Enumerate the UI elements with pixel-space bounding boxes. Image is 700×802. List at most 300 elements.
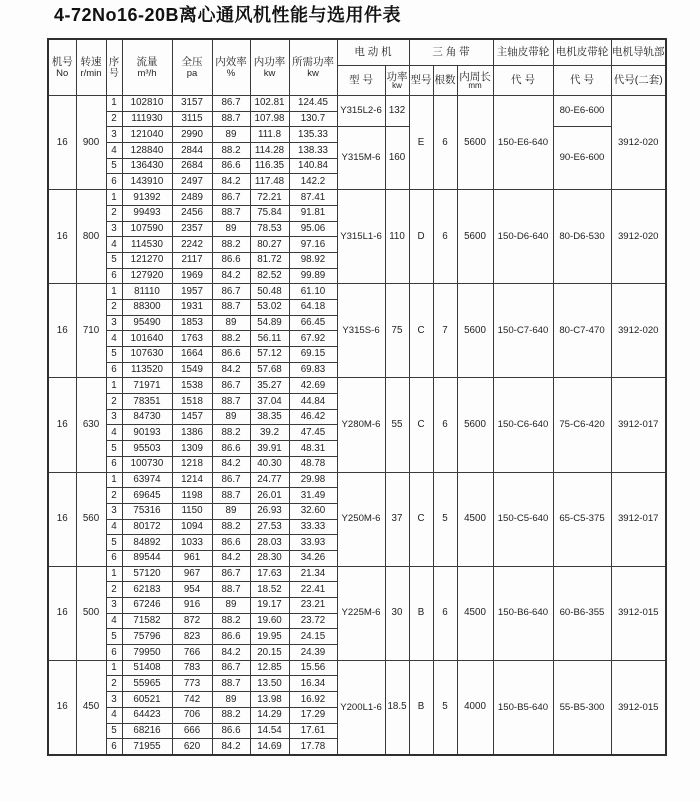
seq-cell: 4 (106, 143, 122, 159)
flow-cell: 88300 (122, 299, 172, 315)
rail-cell: 3912-017 (611, 378, 666, 472)
col-header-motor-pulley-code: 代 号 (553, 66, 611, 96)
pressure-cell: 1538 (172, 378, 212, 394)
rail-cell: 3912-020 (611, 190, 666, 284)
required-power-cell: 140.84 (289, 158, 337, 174)
efficiency-cell: 88.7 (212, 676, 250, 692)
flow-cell: 136430 (122, 158, 172, 174)
efficiency-cell: 88.7 (212, 488, 250, 504)
seq-cell: 5 (106, 158, 122, 174)
inner-power-cell: 13.98 (250, 692, 289, 708)
seq-cell: 2 (106, 111, 122, 127)
required-power-cell: 47.45 (289, 425, 337, 441)
col-header-belt-model: 型号 (409, 66, 433, 96)
inner-power-cell: 28.30 (250, 550, 289, 566)
motor-power-cell: 132 (385, 96, 409, 127)
flow-cell: 80172 (122, 519, 172, 535)
col-header-flow-unit: m³/h (137, 68, 157, 80)
seq-cell: 1 (106, 96, 122, 112)
speed-cell: 500 (76, 566, 106, 660)
inner-power-cell: 78.53 (250, 221, 289, 237)
inner-power-cell: 75.84 (250, 205, 289, 221)
seq-cell: 5 (106, 535, 122, 551)
belt-model-cell: C (409, 472, 433, 566)
seq-cell: 2 (106, 676, 122, 692)
pressure-cell: 872 (172, 613, 212, 629)
pressure-cell: 742 (172, 692, 212, 708)
seq-cell: 3 (106, 315, 122, 331)
motor-model-cell: Y250M-6 (337, 472, 385, 566)
pressure-cell: 1309 (172, 441, 212, 457)
col-header-speed (76, 39, 106, 96)
motor-power-cell: 30 (385, 566, 409, 660)
required-power-cell: 16.34 (289, 676, 337, 692)
inner-power-cell: 117.48 (250, 174, 289, 190)
belt-model-cell: E (409, 96, 433, 190)
col-group-motor: 电 动 机 (337, 39, 409, 66)
flow-cell: 101640 (122, 331, 172, 347)
col-header-motor-power (385, 66, 409, 96)
pressure-cell: 961 (172, 550, 212, 566)
seq-cell: 5 (106, 629, 122, 645)
col-header-required-power (289, 39, 337, 96)
pressure-cell: 916 (172, 598, 212, 614)
efficiency-cell: 89 (212, 127, 250, 143)
pressure-cell: 1549 (172, 362, 212, 378)
seq-cell: 3 (106, 127, 122, 143)
inner-power-cell: 26.01 (250, 488, 289, 504)
belt-model-cell: D (409, 190, 433, 284)
col-group-motor-pulley: 电机皮带轮 (553, 39, 611, 66)
belt-length-cell: 5600 (457, 378, 493, 472)
seq-cell: 6 (106, 268, 122, 284)
seq-cell: 3 (106, 692, 122, 708)
motor-model-cell: Y315L1-6 (337, 190, 385, 284)
pressure-cell: 766 (172, 645, 212, 661)
required-power-cell: 15.56 (289, 660, 337, 676)
efficiency-cell: 89 (212, 315, 250, 331)
motor-model-cell: Y315S-6 (337, 284, 385, 378)
col-header-belt-length-label: 内周长 (459, 70, 491, 83)
required-power-cell: 17.61 (289, 723, 337, 739)
required-power-cell: 24.39 (289, 645, 337, 661)
required-power-cell: 31.49 (289, 488, 337, 504)
col-header-main-pulley-code: 代 号 (493, 66, 553, 96)
belt-count-cell: 5 (433, 660, 457, 755)
pressure-cell: 2489 (172, 190, 212, 206)
inner-power-cell: 14.54 (250, 723, 289, 739)
required-power-cell: 99.89 (289, 268, 337, 284)
main-pulley-cell: 150-C5-640 (493, 472, 553, 566)
seq-cell: 2 (106, 582, 122, 598)
efficiency-cell: 86.7 (212, 566, 250, 582)
inner-power-cell: 102.81 (250, 96, 289, 112)
motor-pulley-cell: 55-B5-300 (553, 660, 611, 755)
efficiency-cell: 88.7 (212, 582, 250, 598)
pressure-cell: 1763 (172, 331, 212, 347)
motor-pulley-cell: 80-D6-530 (553, 190, 611, 284)
efficiency-cell: 88.7 (212, 205, 250, 221)
flow-cell: 107630 (122, 347, 172, 363)
col-header-pressure-unit: pa (186, 68, 198, 80)
efficiency-cell: 84.2 (212, 174, 250, 190)
speed-cell: 800 (76, 190, 106, 284)
col-header-seq-label-1: 序 (108, 55, 120, 68)
col-header-seq-label-2: 号 (109, 68, 119, 80)
col-header-pressure (172, 39, 212, 96)
inner-power-cell: 56.11 (250, 331, 289, 347)
pressure-cell: 1957 (172, 284, 212, 300)
required-power-cell: 69.15 (289, 347, 337, 363)
motor-power-cell: 110 (385, 190, 409, 284)
page-title: 4-72No16-20B离心通风机性能与选用件表 (54, 5, 402, 25)
machine-no-cell: 16 (48, 660, 76, 755)
belt-count-cell: 6 (433, 96, 457, 190)
required-power-cell: 142.2 (289, 174, 337, 190)
inner-power-cell: 80.27 (250, 237, 289, 253)
motor-power-cell: 160 (385, 127, 409, 190)
required-power-cell: 34.26 (289, 550, 337, 566)
flow-cell: 64423 (122, 707, 172, 723)
col-group-main-pulley: 主轴皮带轮 (493, 39, 553, 66)
col-header-speed-unit: r/min (80, 68, 102, 80)
seq-cell: 4 (106, 331, 122, 347)
required-power-cell: 44.84 (289, 394, 337, 410)
required-power-cell: 24.15 (289, 629, 337, 645)
col-group-belt: 三 角 带 (409, 39, 493, 66)
seq-cell: 2 (106, 488, 122, 504)
motor-model-cell: Y200L1-6 (337, 660, 385, 755)
seq-cell: 2 (106, 299, 122, 315)
motor-model-cell: Y315L2-6 (337, 96, 385, 127)
inner-power-cell: 53.02 (250, 299, 289, 315)
belt-model-cell: C (409, 284, 433, 378)
table-row (48, 190, 666, 206)
seq-cell: 4 (106, 707, 122, 723)
speed-cell: 560 (76, 472, 106, 566)
flow-cell: 69645 (122, 488, 172, 504)
belt-model-cell: B (409, 566, 433, 660)
col-header-required-power-unit: kw (307, 68, 319, 80)
required-power-cell: 32.60 (289, 503, 337, 519)
inner-power-cell: 72.21 (250, 190, 289, 206)
flow-cell: 62183 (122, 582, 172, 598)
pressure-cell: 1386 (172, 425, 212, 441)
motor-pulley-cell: 60-B6-355 (553, 566, 611, 660)
inner-power-cell: 28.03 (250, 535, 289, 551)
required-power-cell: 46.42 (289, 409, 337, 425)
efficiency-cell: 88.2 (212, 425, 250, 441)
col-header-efficiency-unit: % (226, 68, 236, 80)
seq-cell: 5 (106, 441, 122, 457)
flow-cell: 75796 (122, 629, 172, 645)
required-power-cell: 23.72 (289, 613, 337, 629)
motor-pulley-cell: 90-E6-600 (553, 127, 611, 190)
col-header-flow (122, 39, 172, 96)
seq-cell: 1 (106, 190, 122, 206)
efficiency-cell: 86.6 (212, 252, 250, 268)
rail-cell: 3912-015 (611, 566, 666, 660)
inner-power-cell: 24.77 (250, 472, 289, 488)
seq-cell: 3 (106, 409, 122, 425)
seq-cell: 1 (106, 378, 122, 394)
table-header (48, 39, 666, 96)
seq-cell: 5 (106, 252, 122, 268)
efficiency-cell: 88.2 (212, 519, 250, 535)
col-header-seq (106, 39, 122, 96)
machine-no-cell: 16 (48, 378, 76, 472)
col-header-flow-label: 流量 (136, 55, 158, 68)
required-power-cell: 16.92 (289, 692, 337, 708)
pressure-cell: 2456 (172, 205, 212, 221)
inner-power-cell: 26.93 (250, 503, 289, 519)
flow-cell: 111930 (122, 111, 172, 127)
pressure-cell: 1198 (172, 488, 212, 504)
machine-no-cell: 16 (48, 472, 76, 566)
efficiency-cell: 88.7 (212, 299, 250, 315)
seq-cell: 5 (106, 347, 122, 363)
efficiency-cell: 84.2 (212, 645, 250, 661)
inner-power-cell: 19.95 (250, 629, 289, 645)
seq-cell: 4 (106, 613, 122, 629)
motor-power-cell: 75 (385, 284, 409, 378)
seq-cell: 6 (106, 739, 122, 755)
pressure-cell: 2684 (172, 158, 212, 174)
efficiency-cell: 86.6 (212, 723, 250, 739)
pressure-cell: 823 (172, 629, 212, 645)
flow-cell: 100730 (122, 456, 172, 472)
flow-cell: 84892 (122, 535, 172, 551)
seq-cell: 3 (106, 598, 122, 614)
efficiency-cell: 86.6 (212, 347, 250, 363)
efficiency-cell: 86.7 (212, 284, 250, 300)
efficiency-cell: 86.6 (212, 535, 250, 551)
seq-cell: 6 (106, 362, 122, 378)
seq-cell: 3 (106, 221, 122, 237)
required-power-cell: 48.31 (289, 441, 337, 457)
pressure-cell: 706 (172, 707, 212, 723)
pressure-cell: 1518 (172, 394, 212, 410)
efficiency-cell: 89 (212, 503, 250, 519)
flow-cell: 121040 (122, 127, 172, 143)
pressure-cell: 1214 (172, 472, 212, 488)
required-power-cell: 95.06 (289, 221, 337, 237)
speed-cell: 450 (76, 660, 106, 755)
efficiency-cell: 88.2 (212, 237, 250, 253)
inner-power-cell: 37.04 (250, 394, 289, 410)
inner-power-cell: 57.68 (250, 362, 289, 378)
efficiency-cell: 86.7 (212, 190, 250, 206)
required-power-cell: 64.18 (289, 299, 337, 315)
motor-power-cell: 37 (385, 472, 409, 566)
efficiency-cell: 86.6 (212, 158, 250, 174)
pressure-cell: 1664 (172, 347, 212, 363)
required-power-cell: 29.98 (289, 472, 337, 488)
pressure-cell: 1931 (172, 299, 212, 315)
rail-cell: 3912-020 (611, 284, 666, 378)
seq-cell: 2 (106, 394, 122, 410)
pressure-cell: 620 (172, 739, 212, 755)
efficiency-cell: 88.2 (212, 143, 250, 159)
main-pulley-cell: 150-B5-640 (493, 660, 553, 755)
required-power-cell: 67.92 (289, 331, 337, 347)
motor-model-cell: Y225M-6 (337, 566, 385, 660)
flow-cell: 84730 (122, 409, 172, 425)
required-power-cell: 61.10 (289, 284, 337, 300)
pressure-cell: 2117 (172, 252, 212, 268)
inner-power-cell: 14.69 (250, 739, 289, 755)
pressure-cell: 2357 (172, 221, 212, 237)
flow-cell: 95503 (122, 441, 172, 457)
table-row (48, 96, 666, 112)
main-pulley-cell: 150-C7-640 (493, 284, 553, 378)
col-header-inner-power-unit: kw (263, 68, 276, 80)
seq-cell: 1 (106, 472, 122, 488)
pressure-cell: 3115 (172, 111, 212, 127)
pressure-cell: 783 (172, 660, 212, 676)
machine-no-cell: 16 (48, 190, 76, 284)
belt-model-cell: C (409, 378, 433, 472)
col-header-machine-no-unit: No (56, 68, 69, 80)
pressure-cell: 1457 (172, 409, 212, 425)
inner-power-cell: 81.72 (250, 252, 289, 268)
seq-cell: 5 (106, 723, 122, 739)
inner-power-cell: 13.50 (250, 676, 289, 692)
required-power-cell: 91.81 (289, 205, 337, 221)
flow-cell: 128840 (122, 143, 172, 159)
motor-pulley-cell: 65-C5-375 (553, 472, 611, 566)
efficiency-cell: 89 (212, 221, 250, 237)
flow-cell: 127920 (122, 268, 172, 284)
flow-cell: 113520 (122, 362, 172, 378)
required-power-cell: 130.7 (289, 111, 337, 127)
inner-power-cell: 39.2 (250, 425, 289, 441)
pressure-cell: 1033 (172, 535, 212, 551)
flow-cell: 89544 (122, 550, 172, 566)
table-row (48, 660, 666, 676)
inner-power-cell: 18.52 (250, 582, 289, 598)
efficiency-cell: 86.7 (212, 472, 250, 488)
flow-cell: 143910 (122, 174, 172, 190)
flow-cell: 57120 (122, 566, 172, 582)
required-power-cell: 124.45 (289, 96, 337, 112)
flow-cell: 121270 (122, 252, 172, 268)
motor-power-cell: 18.5 (385, 660, 409, 755)
col-header-efficiency-label: 内效率 (215, 55, 247, 68)
flow-cell: 81110 (122, 284, 172, 300)
col-header-rail-code: 代号(二套) (611, 66, 666, 96)
pressure-cell: 2497 (172, 174, 212, 190)
speed-cell: 630 (76, 378, 106, 472)
flow-cell: 114530 (122, 237, 172, 253)
efficiency-cell: 89 (212, 692, 250, 708)
main-pulley-cell: 150-B6-640 (493, 566, 553, 660)
efficiency-cell: 86.6 (212, 441, 250, 457)
seq-cell: 6 (106, 174, 122, 190)
efficiency-cell: 89 (212, 409, 250, 425)
flow-cell: 78351 (122, 394, 172, 410)
inner-power-cell: 19.17 (250, 598, 289, 614)
speed-cell: 710 (76, 284, 106, 378)
col-group-rail: 电机导轨部 (611, 39, 666, 66)
flow-cell: 60521 (122, 692, 172, 708)
flow-cell: 55965 (122, 676, 172, 692)
motor-model-cell: Y315M-6 (337, 127, 385, 190)
efficiency-cell: 86.7 (212, 378, 250, 394)
col-header-pressure-label: 全压 (181, 55, 203, 68)
belt-length-cell: 5600 (457, 284, 493, 378)
pressure-cell: 3157 (172, 96, 212, 112)
efficiency-cell: 84.2 (212, 362, 250, 378)
col-header-efficiency (212, 39, 250, 96)
pressure-cell: 666 (172, 723, 212, 739)
inner-power-cell: 17.63 (250, 566, 289, 582)
seq-cell: 1 (106, 566, 122, 582)
flow-cell: 99493 (122, 205, 172, 221)
main-pulley-cell: 150-E6-640 (493, 96, 553, 190)
seq-cell: 1 (106, 284, 122, 300)
inner-power-cell: 35.27 (250, 378, 289, 394)
belt-length-cell: 4500 (457, 566, 493, 660)
main-pulley-cell: 150-C6-640 (493, 378, 553, 472)
required-power-cell: 17.78 (289, 739, 337, 755)
motor-pulley-cell: 80-E6-600 (553, 96, 611, 127)
col-header-belt-count: 根数 (433, 66, 457, 96)
inner-power-cell: 20.15 (250, 645, 289, 661)
flow-cell: 51408 (122, 660, 172, 676)
efficiency-cell: 84.2 (212, 456, 250, 472)
efficiency-cell: 89 (212, 598, 250, 614)
belt-length-cell: 5600 (457, 96, 493, 190)
belt-count-cell: 6 (433, 378, 457, 472)
inner-power-cell: 40.30 (250, 456, 289, 472)
required-power-cell: 98.92 (289, 252, 337, 268)
flow-cell: 67246 (122, 598, 172, 614)
flow-cell: 95490 (122, 315, 172, 331)
inner-power-cell: 38.35 (250, 409, 289, 425)
seq-cell: 4 (106, 237, 122, 253)
required-power-cell: 23.21 (289, 598, 337, 614)
table-row (48, 284, 666, 300)
table-body (48, 96, 666, 755)
required-power-cell: 33.93 (289, 535, 337, 551)
rail-cell: 3912-015 (611, 660, 666, 755)
seq-cell: 6 (106, 456, 122, 472)
required-power-cell: 21.34 (289, 566, 337, 582)
col-header-required-power-label: 所需功率 (292, 55, 334, 68)
required-power-cell: 138.33 (289, 143, 337, 159)
flow-cell: 68216 (122, 723, 172, 739)
flow-cell: 90193 (122, 425, 172, 441)
main-pulley-cell: 150-D6-640 (493, 190, 553, 284)
motor-model-cell: Y280M-6 (337, 378, 385, 472)
inner-power-cell: 19.60 (250, 613, 289, 629)
seq-cell: 6 (106, 550, 122, 566)
efficiency-cell: 88.2 (212, 331, 250, 347)
pressure-cell: 773 (172, 676, 212, 692)
col-header-belt-length (457, 66, 493, 96)
pressure-cell: 2990 (172, 127, 212, 143)
required-power-cell: 87.41 (289, 190, 337, 206)
required-power-cell: 135.33 (289, 127, 337, 143)
pressure-cell: 1853 (172, 315, 212, 331)
table-row (48, 127, 666, 143)
fan-spec-table (47, 38, 667, 756)
required-power-cell: 97.16 (289, 237, 337, 253)
pressure-cell: 954 (172, 582, 212, 598)
motor-pulley-cell: 75-C6-420 (553, 378, 611, 472)
pressure-cell: 967 (172, 566, 212, 582)
